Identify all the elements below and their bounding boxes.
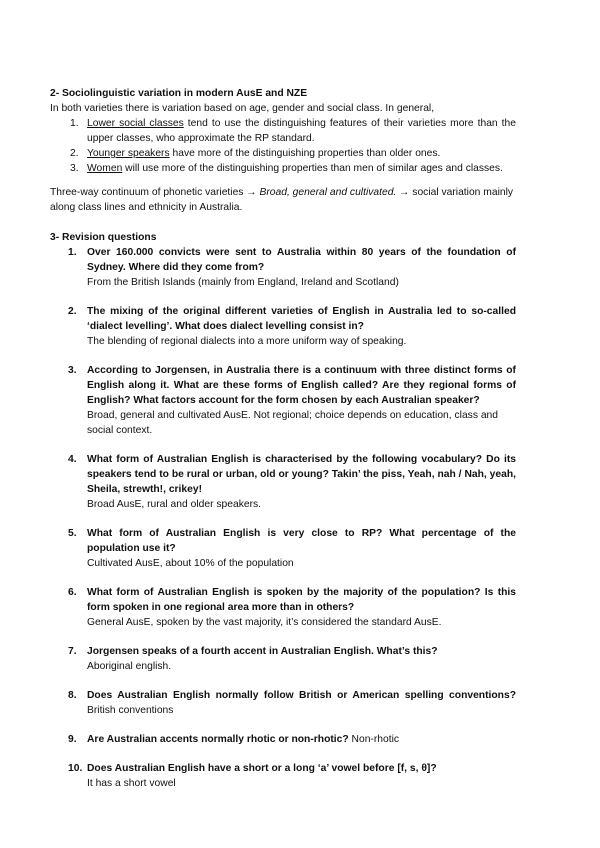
list-number: 2. bbox=[70, 148, 79, 159]
answer-text: The blending of regional dialects into a more uniform way of speaking. bbox=[87, 336, 407, 347]
question-number: 1. bbox=[68, 247, 77, 258]
answer-text: Broad, general and cultivated AusE. Not regional; choice depends on education, class and social context. bbox=[87, 410, 499, 436]
question-number: 3. bbox=[68, 365, 77, 376]
question-item bbox=[50, 732, 516, 747]
list-number: 3. bbox=[70, 163, 79, 174]
question-item bbox=[50, 688, 516, 718]
answer-text: British conventions bbox=[87, 705, 174, 716]
question-text: Jorgensen speaks of a fourth accent in Australian English. What’s this? bbox=[87, 646, 438, 657]
question-number: 6. bbox=[68, 587, 77, 598]
list-number: 1. bbox=[70, 118, 79, 129]
question-text: What form of Australian English is characterised by the following vocabulary? Do its speakers tend to be rural or urban, old or young? Takin’ the piss, Yeah, nah / Nah, yeah, Sheila, strewth!, crikey! bbox=[87, 454, 516, 495]
list-text: tend to use the distinguishing features of their varieties more than the upper classes, who approximate the RP standard. bbox=[87, 118, 516, 144]
answer-text: It has a short vowel bbox=[87, 778, 176, 789]
question-item bbox=[50, 452, 516, 512]
list-text: have more of the distinguishing properties than older ones. bbox=[169, 148, 441, 159]
section-2-intro: In both varieties there is variation based on age, gender and social class. In general, bbox=[50, 103, 435, 114]
question-item bbox=[50, 644, 516, 674]
question-number: 8. bbox=[68, 690, 77, 701]
question-item bbox=[50, 585, 516, 630]
question-number: 7. bbox=[68, 646, 77, 657]
list-text: will use more of the distinguishing properties than men of similar ages and classes. bbox=[122, 163, 503, 174]
question-item bbox=[50, 363, 516, 438]
question-text: Over 160.000 convicts were sent to Australia within 80 years of the foundation of Sydney. Where did they come from? bbox=[87, 247, 516, 273]
underlined-term: Lower social classes bbox=[87, 118, 184, 129]
revision-questions bbox=[50, 245, 516, 791]
question-number: 2. bbox=[68, 306, 77, 317]
question-number: 4. bbox=[68, 454, 77, 465]
question-number: 5. bbox=[68, 528, 77, 539]
continuum-tail: → social variation mainly along class lines and ethnicity in Australia. bbox=[50, 187, 514, 213]
question-text: The mixing of the original different varieties of English in Australia led to so-called ‘dialect levelling’. What does dialect levelling consist in? bbox=[87, 306, 516, 332]
continuum-italic: Broad, general and cultivated. bbox=[259, 187, 397, 198]
list-item bbox=[50, 161, 516, 176]
variation-list bbox=[50, 116, 516, 176]
section-3-title: 3- Revision questions bbox=[50, 232, 157, 243]
question-number: 10. bbox=[68, 763, 83, 774]
continuum-paragraph bbox=[50, 185, 516, 215]
question-text: According to Jorgensen, in Australia there is a continuum with three distinct forms of English along it. What are these forms of English called? Are they regional forms of English? What factors account for the form chosen by each Australian speaker? bbox=[87, 365, 516, 406]
answer-text: Cultivated AusE, about 10% of the population bbox=[87, 558, 294, 569]
question-item bbox=[50, 761, 516, 791]
question-text: What form of Australian English is very close to RP? What percentage of the population use it? bbox=[87, 528, 516, 554]
question-text: Does Australian English have a short or a long ‘a’ vowel before [f, s, θ]? bbox=[87, 763, 437, 774]
answer-text: Non-rhotic bbox=[348, 734, 400, 745]
answer-text: Broad AusE, rural and older speakers. bbox=[87, 499, 262, 510]
question-text-inline: Does Australian English normally follow British or American spelling conventions? bbox=[87, 690, 516, 701]
question-item bbox=[50, 304, 516, 349]
question-text: What form of Australian English is spoken by the majority of the population? Is this form spoken in one regional area more than in others? bbox=[87, 587, 516, 613]
document-page bbox=[50, 86, 516, 805]
question-item bbox=[50, 526, 516, 571]
list-item bbox=[50, 146, 516, 161]
answer-text: Aboriginal english. bbox=[87, 661, 172, 672]
answer-text: General AusE, spoken by the vast majority, it’s considered the standard AusE. bbox=[87, 617, 442, 628]
question-text bbox=[87, 732, 516, 747]
section-2-title: 2- Sociolinguistic variation in modern AusE and NZE bbox=[50, 88, 308, 99]
question-text bbox=[87, 688, 516, 718]
question-item bbox=[50, 245, 516, 290]
underlined-term: Women bbox=[87, 163, 123, 174]
continuum-text: Three-way continuum of phonetic varieties → bbox=[50, 187, 260, 198]
underlined-term: Younger speakers bbox=[87, 148, 170, 159]
answer-text: From the British Islands (mainly from England, Ireland and Scotland) bbox=[87, 277, 399, 288]
list-item bbox=[50, 116, 516, 146]
question-text-inline: Are Australian accents normally rhotic or non-rhotic? bbox=[87, 734, 349, 745]
question-number: 9. bbox=[68, 734, 77, 745]
